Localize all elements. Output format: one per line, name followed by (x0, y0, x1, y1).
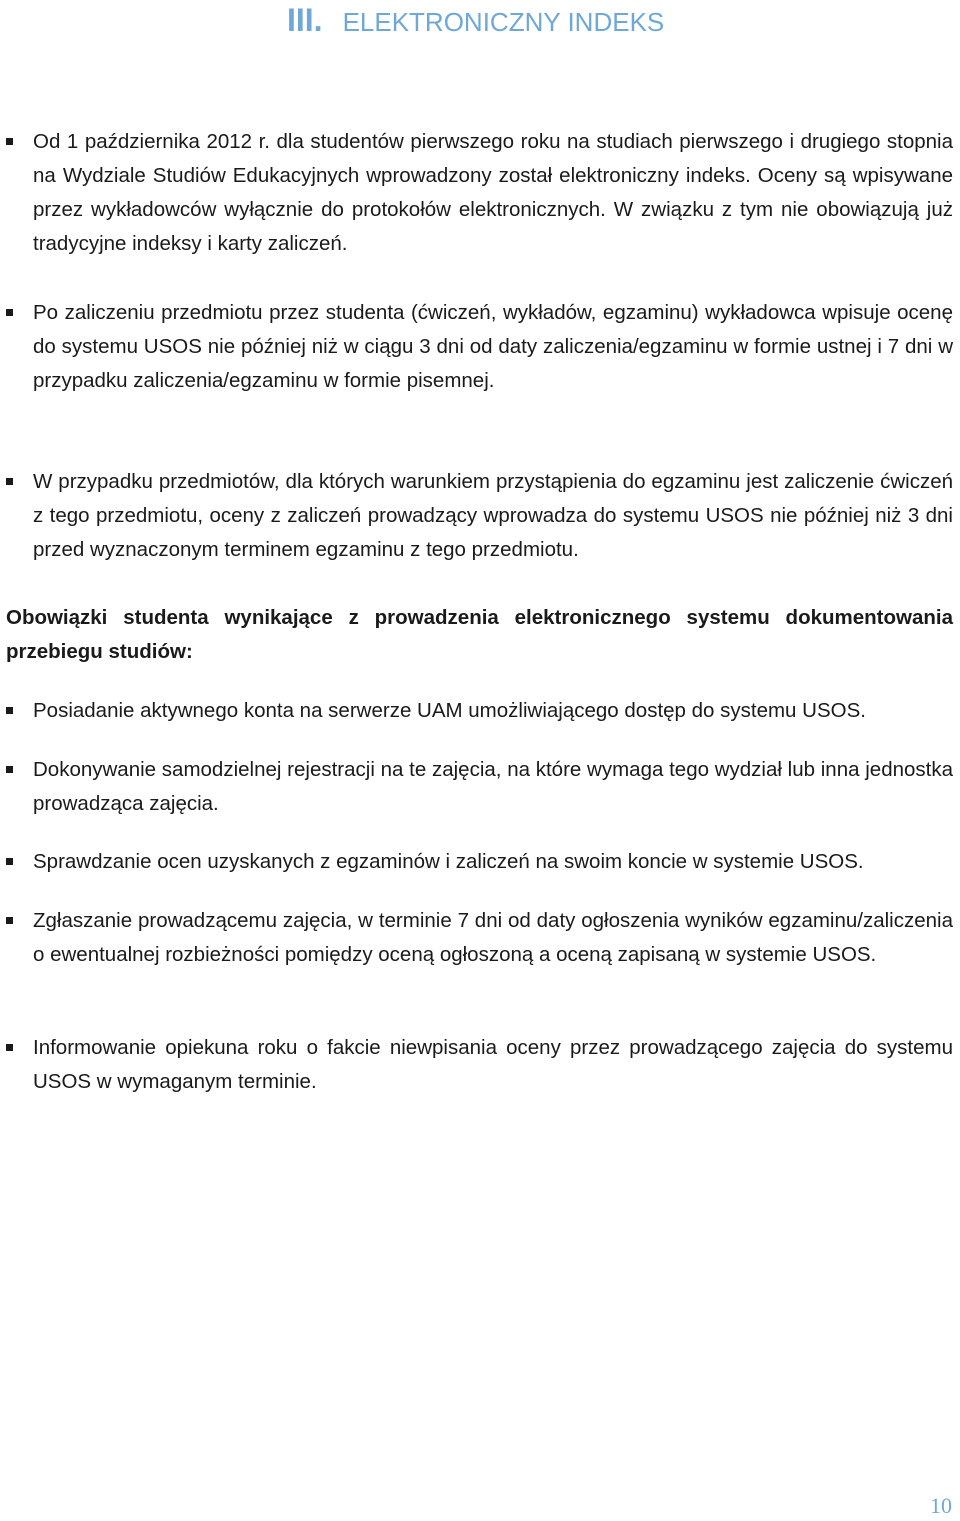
square-bullet-icon (6, 309, 13, 316)
list-item (0, 296, 953, 398)
list-item (0, 1031, 953, 1099)
list-item (0, 465, 953, 567)
list-item-text: Po zaliczeniu przedmiotu przez studenta (ćwiczeń, wykładów, egzaminu) wykładowca wpisuje ocenę do systemu USOS nie później niż w ciągu 3 dni od daty zaliczenia/egzaminu w formie ustnej i 7 dni w przypadku zaliczenia/egzaminu w formie pisemnej. (33, 301, 953, 392)
square-bullet-icon (6, 858, 13, 865)
square-bullet-icon (6, 478, 13, 485)
list-item-text: Zgłaszanie prowadzącemu zajęcia, w terminie 7 dni od daty ogłoszenia wyników egzaminu/zaliczenia o ewentualnej rozbieżności pomiędzy oceną ogłoszoną a oceną zapisaną w systemie USOS. (33, 909, 953, 966)
list-item (0, 694, 953, 728)
list-item (0, 845, 953, 879)
section-number: III. (287, 2, 323, 38)
list-item-text: W przypadku przedmiotów, dla których warunkiem przystąpienia do egzaminu jest zaliczenie ćwiczeń z tego przedmiotu, oceny z zaliczeń prowadzący wprowadza do systemu USOS nie później niż 3 dni przed wyznaczonym terminem egzaminu z tego przedmiotu. (33, 470, 953, 561)
section-title: ELEKTRONICZNY INDEKS (342, 7, 665, 37)
square-bullet-icon (6, 766, 13, 773)
page-number: 10 (930, 1493, 952, 1518)
list-item (0, 904, 953, 972)
list-item-text: Dokonywanie samodzielnej rejestracji na te zajęcia, na które wymaga tego wydział lub inna jednostka prowadząca zajęcia. (33, 758, 953, 815)
obligations-heading: Obowiązki studenta wynikające z prowadzenia elektronicznego systemu dokumentowania przebiegu studiów: (6, 606, 953, 663)
list-item (0, 753, 953, 821)
list-item (0, 125, 953, 261)
square-bullet-icon (6, 1044, 13, 1051)
list-item-text: Od 1 października 2012 r. dla studentów pierwszego roku na studiach pierwszego i drugiego stopnia na Wydziale Studiów Edukacyjnych wprowadzony został elektroniczny indeks. Oceny są wpisywane przez wykładowców wyłącznie do protokołów elektronicznych. W związku z tym nie obowiązują już tradycyjne indeksy i karty zaliczeń. (33, 130, 953, 255)
list-item-text: Posiadanie aktywnego konta na serwerze UAM umożliwiającego dostęp do systemu USOS. (33, 699, 866, 722)
square-bullet-icon (6, 917, 13, 924)
list-item-text: Informowanie opiekuna roku o fakcie niewpisania oceny przez prowadzącego zajęcia do systemu USOS w wymaganym terminie. (33, 1036, 953, 1093)
square-bullet-icon (6, 707, 13, 714)
square-bullet-icon (6, 138, 13, 145)
list-item-text: Sprawdzanie ocen uzyskanych z egzaminów i zaliczeń na swoim koncie w systemie USOS. (33, 850, 864, 873)
section-heading (287, 0, 664, 40)
